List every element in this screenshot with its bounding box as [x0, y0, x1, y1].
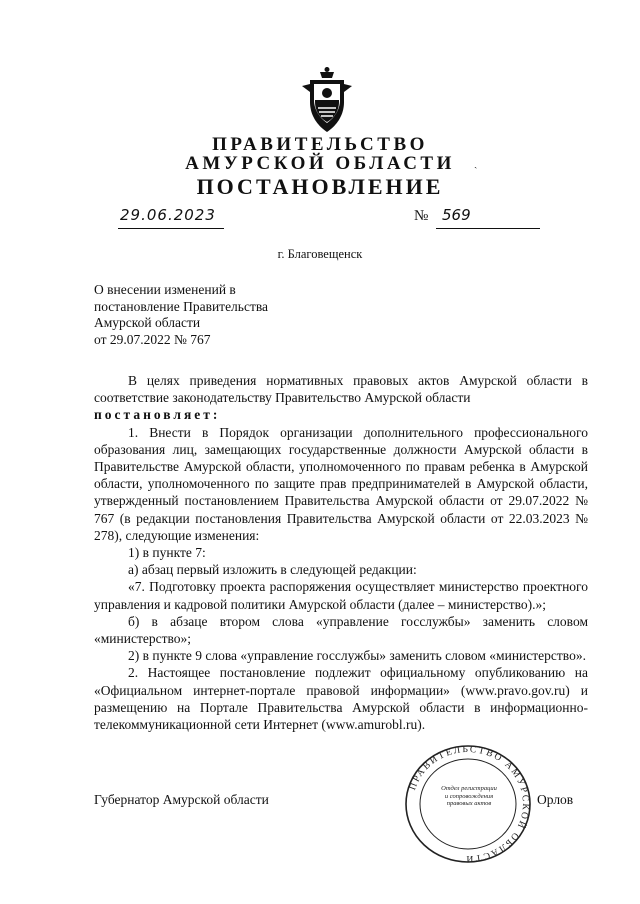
intro-paragraph: В целях приведения нормативных правовых актов Амурской области в соответствие законодательству Правительство Амурской области [94, 373, 588, 406]
paragraph-1-2: 2) в пункте 9 слова «управление госслужбы» заменить словом «министерство». [128, 648, 586, 664]
paragraph-2: 2. Настоящее постановление подлежит официальному опубликованию на «Официальном интернет-портале правовой информации» (www.pravo.gov.ru) и размещению на Портале Правительства Амурской области в информационно-телекоммуникационной сети Интернет (www.amurobl.ru). [94, 665, 588, 733]
city: г. Благовещенск [277, 247, 363, 261]
signatory-name: Орлов [537, 792, 574, 807]
stamp-inner-text: Отдел регистрации и сопровождения правовых актов [441, 785, 497, 807]
document-date: 29.06.2023 [118, 206, 224, 229]
number-label: № [414, 208, 429, 224]
paragraph-1-1-a-text: «7. Подготовку проекта распоряжения осуществляет министерство проектного управления и кадровой политики Амурской области (далее – министерство).»; [94, 579, 588, 612]
paragraph-1-1-b: б) в абзаце втором слова «управление госслужбы» заменить словом «министерство»; [94, 613, 588, 647]
document-body [94, 372, 588, 733]
stamp-outer-text: ПРАВИТЕЛЬСТВО АМУРСКОЙ ОБЛАСТИ [408, 744, 531, 864]
subject-line: от 29.07.2022 № 767 [94, 331, 211, 347]
subject-line: постановление Правительства [94, 298, 269, 314]
subject-line: Амурской области [94, 315, 201, 330]
org-name-line2: АМУРСКОЙ ОБЛАСТИ [185, 153, 455, 174]
paragraph-1: 1. Внести в Порядок организации дополнительного профессионального образования лиц, замещающих государственные должности Амурской области в Правительстве Амурской области, уполномоченного по правам ребенка в Амурской области, уполномоченного по защите прав предпринимателей в Амурской области, утвержденный постановлением Правительства Амурской области от 29.07.2022 № 767 (в редакции постановления Правительства Амурской области от 22.03.2023 № 278), следующие изменения: [94, 424, 588, 543]
document-subject [94, 282, 354, 348]
document-number: 569 [436, 206, 540, 229]
resolves-word: постановляет: [94, 407, 221, 423]
org-name-line1: ПРАВИТЕЛЬСТВО [212, 134, 428, 155]
coat-of-arms-emblem [298, 66, 356, 136]
signatory-role: Губернатор Амурской области [94, 792, 269, 807]
official-stamp [403, 743, 533, 865]
paragraph-1-1: 1) в пункте 7: [128, 545, 206, 561]
paragraph-1-1-a: а) абзац первый изложить в следующей редакции: [128, 562, 417, 578]
document-type: ПОСТАНОВЛЕНИЕ [196, 174, 444, 199]
subject-line: О внесении изменений в [94, 282, 236, 297]
pen-mark: ˎ [474, 158, 478, 169]
